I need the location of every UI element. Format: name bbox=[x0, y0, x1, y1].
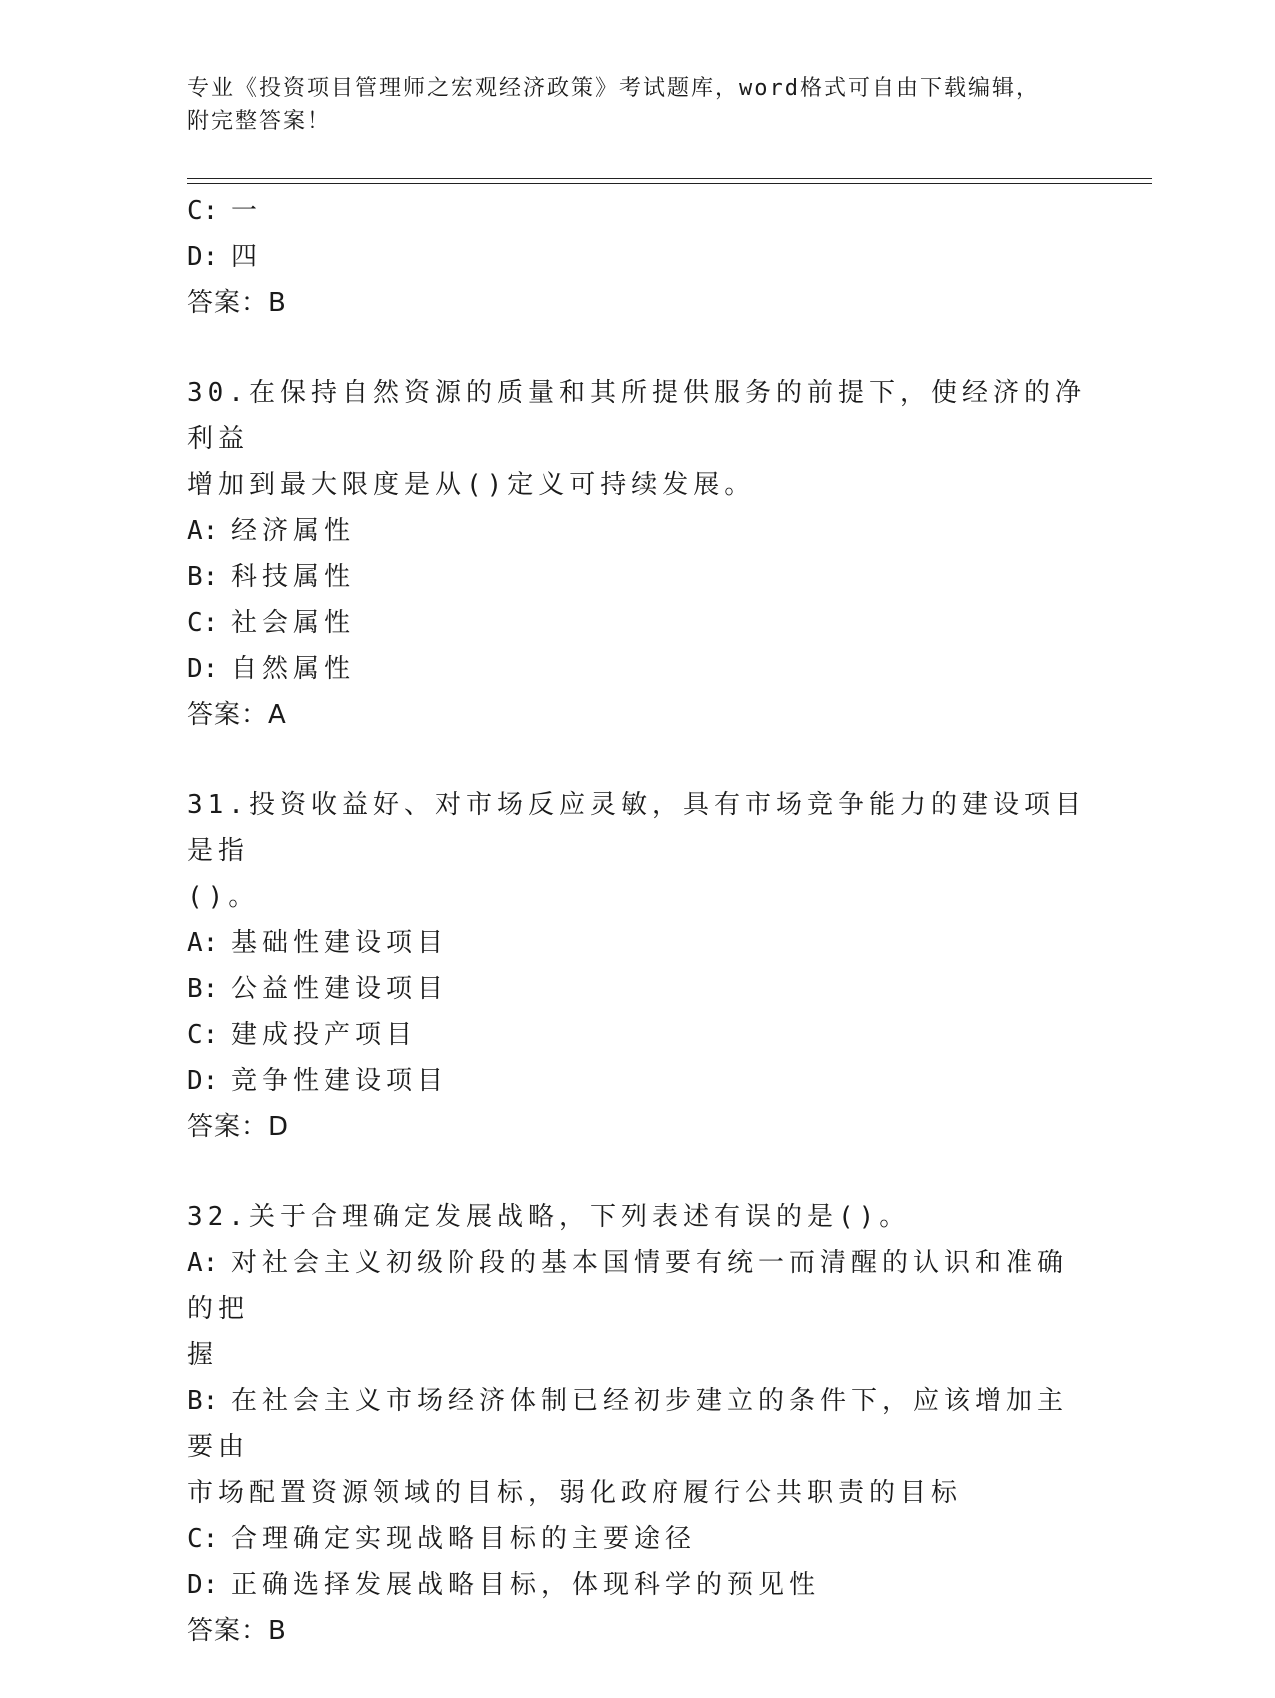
answer: 答案：B bbox=[187, 288, 287, 318]
option-label: C: bbox=[187, 1020, 219, 1050]
option-text: 四 bbox=[231, 242, 263, 272]
option-text: 正确选择发展战略目标，体现科学的预见性 bbox=[231, 1570, 821, 1600]
option-d bbox=[187, 1562, 1087, 1608]
option-label: B: bbox=[187, 562, 219, 592]
option-c bbox=[187, 188, 1087, 234]
option-d bbox=[187, 234, 1087, 280]
option-label: B: bbox=[187, 974, 219, 1004]
option-c bbox=[187, 600, 1087, 646]
option-b bbox=[187, 554, 1087, 600]
option-a-continued: 握 bbox=[187, 1340, 219, 1370]
option-text: 对社会主义初级阶段的基本国情要有统一而清醒的认识和准确的把 bbox=[187, 1248, 1069, 1324]
option-label: C: bbox=[187, 196, 219, 226]
option-d bbox=[187, 1058, 1087, 1104]
option-label: D: bbox=[187, 1570, 219, 1600]
question-list bbox=[187, 188, 1087, 1698]
option-text: 科技属性 bbox=[231, 562, 356, 592]
option-c bbox=[187, 1012, 1087, 1058]
question-fragment bbox=[187, 188, 1087, 326]
question-30 bbox=[187, 370, 1087, 738]
option-label: C: bbox=[187, 1524, 219, 1554]
header-rule-bottom bbox=[187, 183, 1152, 184]
question-text: 30.在保持自然资源的质量和其所提供服务的前提下，使经济的净利益 bbox=[187, 378, 1086, 454]
option-d bbox=[187, 646, 1087, 692]
option-text: 合理确定实现战略目标的主要途径 bbox=[231, 1524, 697, 1554]
question-32 bbox=[187, 1194, 1087, 1654]
document-header bbox=[187, 72, 1087, 138]
option-label: A: bbox=[187, 1248, 219, 1278]
question-text: 增加到最大限度是从()定义可持续发展。 bbox=[187, 470, 756, 500]
option-label: A: bbox=[187, 928, 219, 958]
option-text: 公益性建设项目 bbox=[231, 974, 449, 1004]
question-text: ()。 bbox=[187, 882, 260, 912]
question-31 bbox=[187, 782, 1087, 1150]
answer: 答案：D bbox=[187, 1112, 290, 1142]
option-text: 在社会主义市场经济体制已经初步建立的条件下，应该增加主要由 bbox=[187, 1386, 1069, 1462]
answer: 答案：B bbox=[187, 1616, 287, 1646]
option-label: C: bbox=[187, 608, 219, 638]
option-label: D: bbox=[187, 1066, 219, 1096]
header-line-2: 附完整答案！ bbox=[187, 109, 332, 134]
option-label: B: bbox=[187, 1386, 219, 1416]
option-b-continued: 市场配置资源领域的目标，弱化政府履行公共职责的目标 bbox=[187, 1478, 963, 1508]
option-text: 经济属性 bbox=[231, 516, 356, 546]
option-a bbox=[187, 1240, 1087, 1332]
question-text: 32.关于合理确定发展战略，下列表述有误的是()。 bbox=[187, 1202, 911, 1232]
option-label: D: bbox=[187, 654, 219, 684]
option-text: 自然属性 bbox=[231, 654, 356, 684]
option-c bbox=[187, 1516, 1087, 1562]
answer: 答案：A bbox=[187, 700, 287, 730]
header-rule-top bbox=[187, 178, 1152, 179]
option-text: 一 bbox=[231, 196, 263, 226]
option-text: 社会属性 bbox=[231, 608, 356, 638]
question-text: 31.投资收益好、对市场反应灵敏，具有市场竞争能力的建设项目是指 bbox=[187, 790, 1086, 866]
option-text: 竞争性建设项目 bbox=[231, 1066, 449, 1096]
option-label: A: bbox=[187, 516, 219, 546]
option-text: 建成投产项目 bbox=[231, 1020, 418, 1050]
option-a bbox=[187, 920, 1087, 966]
option-b bbox=[187, 1378, 1087, 1470]
option-b bbox=[187, 966, 1087, 1012]
header-line-1: 专业《投资项目管理师之宏观经济政策》考试题库，word格式可自由下载编辑， bbox=[187, 76, 1040, 101]
option-a bbox=[187, 508, 1087, 554]
option-text: 基础性建设项目 bbox=[231, 928, 449, 958]
option-label: D: bbox=[187, 242, 219, 272]
